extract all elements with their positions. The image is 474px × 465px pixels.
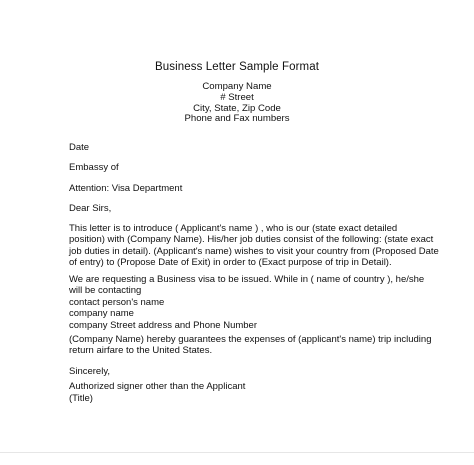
embassy-line: Embassy of [69,162,119,173]
page-edge-divider [0,452,474,453]
closing: Sincerely, [69,366,111,377]
paragraph-introduction [69,223,439,269]
company-city-state-zip: City, State, Zip Code [193,103,281,114]
paragraph-line: contact person's name [69,296,165,308]
paragraph-guarantee [69,334,432,357]
paragraph-line: return airfare to the United States. [69,345,213,357]
paragraph-line: will be contacting [69,285,142,297]
paragraph-line: (Company Name) hereby guarantees the expenses of (applicant's name) trip including [69,334,432,345]
company-street: # Street [220,92,254,103]
paragraph-line: job duties in detail). (Applicant's name) wishes to visit your country from (Proposed Date [69,245,439,257]
paragraph-line: company Street address and Phone Number [69,319,257,331]
document-title: Business Letter Sample Format [155,61,319,73]
signer-name: Authorized signer other than the Applicant [69,381,246,392]
company-phone-fax: Phone and Fax numbers [184,113,290,124]
salutation: Dear Sirs, [69,203,112,214]
signer-title: (Title) [69,393,93,404]
date-line: Date [69,142,90,153]
paragraph-line: company name [69,308,134,320]
paragraph-line: We are requesting a Business visa to be issued. While in ( name of country ), he/she [69,274,425,285]
paragraph-line: This letter is to introduce ( Applicant's name ) , who is our (state exact detailed [69,223,398,234]
company-name: Company Name [202,81,272,92]
attention-line: Attention: Visa Department [69,183,183,194]
paragraph-line: of entry) to (Propose Date of Exit) in order to (Exact purpose of trip in Detail). [69,257,392,269]
paragraph-line: position) with (Company Name). His/her job duties consist of the following: (state exact [69,234,434,246]
paragraph-request [69,274,425,331]
